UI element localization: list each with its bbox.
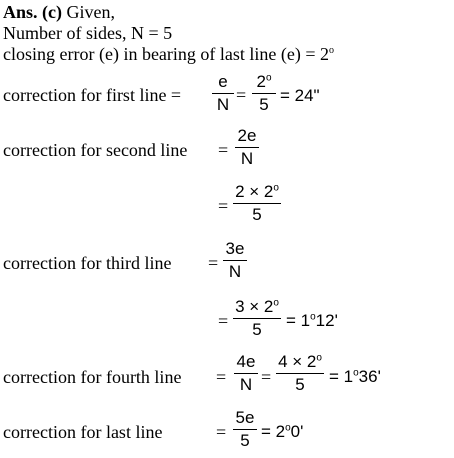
equals-sign: =	[208, 253, 219, 273]
numerator: $4 \times 2^o$	[278, 352, 322, 371]
numerator: $2 \times 2^o$	[235, 182, 279, 201]
numerator: 2e	[237, 126, 257, 145]
fraction-bar	[234, 373, 258, 374]
numerator: e	[218, 72, 228, 91]
numerator: 5e	[235, 408, 255, 427]
fraction-bar	[252, 93, 276, 94]
fraction-2deg-over-5	[252, 72, 276, 115]
fraction-3x2deg-over-5	[233, 297, 281, 340]
last-line-label: correction for last line	[3, 422, 163, 442]
last-result: = $2^o0'$	[261, 422, 304, 441]
numerator: 3e	[225, 239, 245, 258]
numerator: $3 \times 2^o$	[235, 297, 279, 316]
degree-mark: o	[329, 45, 335, 56]
fraction-4x2deg-over-5	[276, 352, 324, 395]
equals-sign: =	[216, 367, 227, 387]
denominator: N	[240, 149, 254, 168]
fourth-result: = $1^o36'$	[329, 367, 381, 386]
denominator: 5	[252, 205, 262, 224]
fraction-bar	[276, 373, 324, 374]
given-text: Given,	[62, 2, 115, 22]
numerator: 4e	[236, 352, 256, 371]
answer-heading	[3, 2, 115, 22]
fourth-line-label: correction for fourth line	[3, 367, 182, 387]
answer-label: Ans. (c)	[3, 2, 62, 22]
equals-sign: =	[218, 311, 229, 331]
fraction-4e-over-n	[234, 352, 258, 395]
equals-sign: =	[261, 367, 272, 387]
denominator: 5	[259, 95, 269, 114]
closing-error-text: closing error (e) in bearing of last line (e) = 2	[3, 44, 330, 64]
fraction-bar	[233, 429, 257, 430]
fraction-3e-over-n	[223, 239, 247, 282]
denominator: 5	[295, 375, 305, 394]
fraction-2e-over-n	[235, 126, 259, 169]
fraction-bar	[223, 260, 247, 261]
denominator: N	[239, 375, 253, 394]
fraction-2x2deg-over-5	[233, 182, 281, 225]
fraction-bar	[233, 203, 281, 204]
fraction-bar	[235, 147, 259, 148]
first-line-label: correction for first line =	[3, 85, 182, 105]
equals-sign: =	[218, 196, 229, 216]
denominator: N	[228, 262, 242, 281]
denominator: N	[216, 95, 230, 114]
denominator: 5	[252, 320, 262, 339]
fraction-bar	[212, 93, 234, 94]
third-result: = $1^o12'$	[286, 311, 338, 330]
equals-sign: =	[236, 85, 247, 105]
fraction-e-over-n	[212, 72, 234, 115]
equals-sign: =	[218, 140, 229, 160]
numerator: 2$^o$	[256, 72, 272, 91]
fraction-5e-over-5	[233, 408, 257, 451]
first-result: = 24"	[280, 86, 320, 105]
closing-error-line	[3, 44, 334, 64]
third-line-label: correction for third line	[3, 253, 172, 273]
second-line-label: correction for second line	[3, 140, 188, 160]
sides-line: Number of sides, N = 5	[3, 23, 173, 43]
equals-sign: =	[216, 422, 227, 442]
denominator: 5	[240, 431, 250, 450]
fraction-bar	[233, 318, 281, 319]
